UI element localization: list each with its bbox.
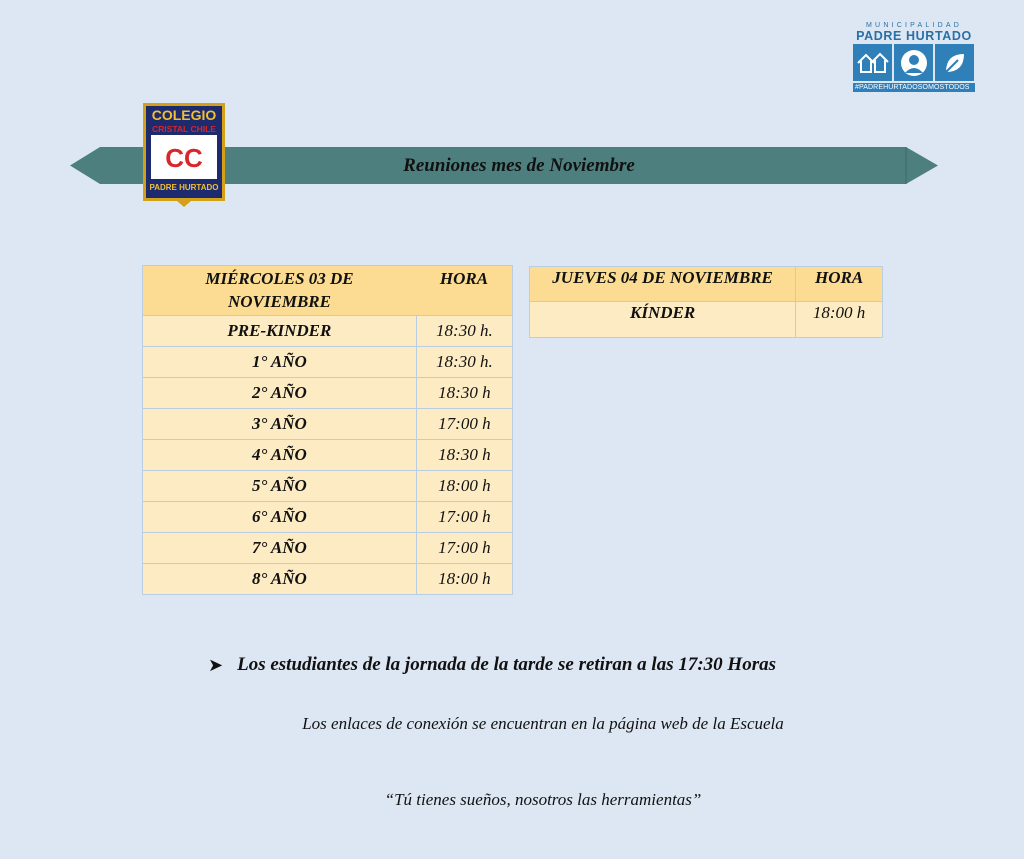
grade-cell: 5° AÑO <box>143 471 417 502</box>
time-cell: 18:30 h <box>416 378 512 409</box>
day-header: JUEVES 04 DE NOVIEMBRE <box>530 267 796 302</box>
municipality-hashtag: #PADREHURTADOSOMOSTODOS <box>853 83 975 92</box>
table-row <box>143 564 513 595</box>
municipality-logo <box>853 22 975 92</box>
dismissal-note-text: Los estudiantes de la jornada de la tarde se retiran a las 17:30 Horas <box>237 654 776 675</box>
grade-cell: 2° AÑO <box>143 378 417 409</box>
table-row <box>143 347 513 378</box>
portrait-icon <box>894 44 933 81</box>
school-logo <box>141 101 227 208</box>
municipality-label: MUNICIPALIDAD <box>866 22 962 29</box>
wednesday-schedule-table <box>142 265 513 595</box>
time-header: HORA <box>439 269 489 288</box>
grade-cell: 6° AÑO <box>143 502 417 533</box>
table-header-row <box>530 267 883 302</box>
time-cell: 18:30 h. <box>416 316 512 347</box>
houses-icon <box>853 44 892 81</box>
grade-cell: 1° AÑO <box>143 347 417 378</box>
school-label-colegio: COLEGIO <box>151 107 217 123</box>
table-row <box>143 440 513 471</box>
table-row <box>143 471 513 502</box>
bullet-arrow-icon: ➤ <box>208 654 224 675</box>
table-row <box>143 533 513 564</box>
leaf-icon <box>935 44 974 81</box>
school-label-name: CRISTAL CHILE <box>152 124 216 134</box>
time-cell: 17:00 h <box>416 533 512 564</box>
table-row <box>143 409 513 440</box>
time-cell: 18:00 h <box>416 471 512 502</box>
table-row <box>530 302 883 338</box>
day-header: MIÉRCOLES 03 DE NOVIEMBRE <box>205 269 354 311</box>
table-header-row <box>143 266 513 316</box>
time-cell: 17:00 h <box>416 409 512 440</box>
thursday-schedule-table <box>529 266 883 338</box>
time-cell: 18:00 h <box>416 564 512 595</box>
grade-cell: 4° AÑO <box>143 440 417 471</box>
grade-cell: KÍNDER <box>530 302 796 338</box>
time-cell: 17:00 h <box>416 502 512 533</box>
table-row <box>143 378 513 409</box>
school-label-location: PADRE HURTADO <box>149 183 219 192</box>
page-title: Reuniones mes de Noviembre <box>403 154 635 176</box>
municipality-icons <box>853 44 975 81</box>
school-initials: CC <box>165 143 203 173</box>
time-cell: 18:30 h <box>416 440 512 471</box>
time-cell: 18:30 h. <box>416 347 512 378</box>
dismissal-note <box>208 654 908 676</box>
table-header-cell <box>143 266 513 316</box>
connection-links-text: Los enlaces de conexión se encuentran en la página web de la Escuela <box>302 714 784 733</box>
motto-quote: “Tú tienes sueños, nosotros las herramientas” <box>384 790 702 809</box>
grade-cell: PRE-KINDER <box>143 316 417 347</box>
grade-cell: 3° AÑO <box>143 409 417 440</box>
grade-cell: 7° AÑO <box>143 533 417 564</box>
municipality-name: PADRE HURTADO <box>856 29 972 43</box>
table-row <box>143 316 513 347</box>
time-cell: 18:00 h <box>796 302 883 338</box>
grade-cell: 8° AÑO <box>143 564 417 595</box>
time-header: HORA <box>796 267 883 302</box>
table-row <box>143 502 513 533</box>
